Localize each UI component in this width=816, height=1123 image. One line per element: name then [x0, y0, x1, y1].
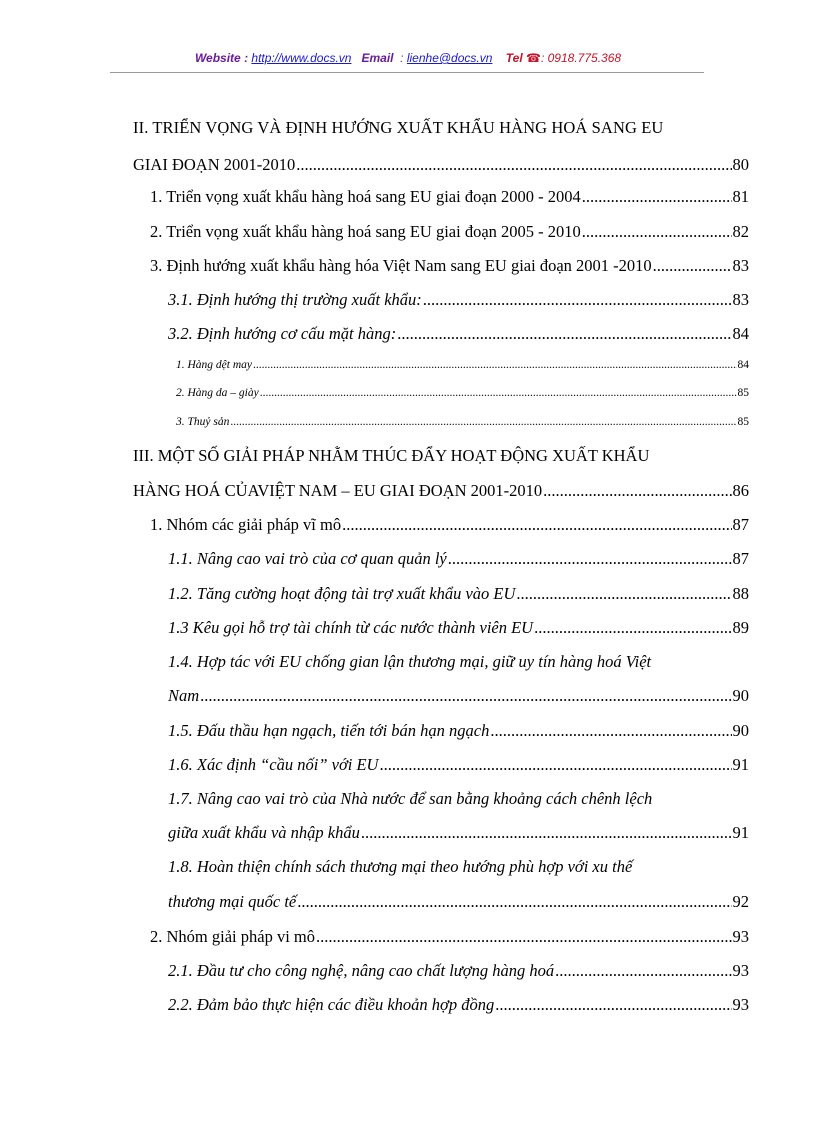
page-number: 85 [737, 387, 749, 399]
page-number: 84 [737, 359, 749, 371]
page-number: 93 [732, 961, 749, 980]
toc-item-3-1-7[interactable]: 1.7. Nâng cao vai trò của Nhà nước để san bằng khoảng cách chênh lệch [168, 789, 653, 808]
toc-section-2-title-cont[interactable]: GIAI ĐOẠN 2001-2010 ..... 80 [133, 155, 749, 175]
toc-item-2-3-2-3[interactable]: 3. Thuỷ sản ..... 85 [176, 416, 749, 428]
page-number: 89 [732, 618, 749, 637]
page-number: 87 [732, 515, 749, 534]
website-link[interactable]: http://www.docs.vn [251, 51, 352, 65]
page-number: 93 [732, 927, 749, 946]
toc-item-3-1[interactable]: 1. Nhóm các giải pháp vĩ mô ..... 87 [150, 515, 749, 535]
page-number: 81 [732, 187, 749, 206]
toc-item-3-2-2[interactable]: 2.2. Đảm bảo thực hiện các điều khoản hợp đồng ..... 93 [168, 995, 749, 1015]
email-link[interactable]: lienhe@docs.vn [406, 51, 493, 65]
email-separator: : [400, 51, 404, 65]
page-number: 83 [732, 290, 749, 309]
toc-item-3-1-2[interactable]: 1.2. Tăng cường hoạt động tài trợ xuất khẩu vào EU ..... 88 [168, 584, 749, 604]
toc-item-2-1[interactable]: 1. Triển vọng xuất khẩu hàng hoá sang EU giai đoạn 2000 - 2004 ..... 81 [150, 187, 749, 207]
page-number: 80 [732, 155, 749, 174]
page-number: 86 [732, 481, 749, 500]
phone-icon: ☎ [526, 51, 541, 65]
toc-item-2-3-2[interactable]: 3.2. Định hướng cơ cấu mặt hàng: ..... 84 [168, 324, 749, 344]
toc-item-3-1-7-cont[interactable]: giữa xuất khẩu và nhập khẩu ..... 91 [168, 823, 749, 843]
toc-section-3-title[interactable]: III. MỘT SỐ GIẢI PHÁP NHẰM THÚC ĐẨY HOẠT ĐỘNG XUẤT KHẨU [133, 446, 650, 465]
tel-label: Tel [505, 51, 523, 65]
toc-item-2-3-2-1[interactable]: 1. Hàng dệt may ..... 84 [176, 359, 749, 371]
page-number: 84 [732, 324, 749, 343]
page-number: 93 [732, 995, 749, 1014]
toc-item-2-3[interactable]: 3. Định hướng xuất khẩu hàng hóa Việt Nam sang EU giai đoạn 2001 -2010 ..... 83 [150, 256, 749, 276]
toc-item-3-1-3[interactable]: 1.3 Kêu gọi hỗ trợ tài chính từ các nước thành viên EU ..... 89 [168, 618, 749, 638]
page-number: 83 [732, 256, 749, 275]
website-label: Website : [194, 51, 249, 65]
page-number: 91 [732, 755, 749, 774]
page-number: 91 [732, 823, 749, 842]
page-number: 90 [732, 686, 749, 705]
toc-item-2-2[interactable]: 2. Triển vọng xuất khẩu hàng hoá sang EU giai đoạn 2005 - 2010 ..... 82 [150, 222, 749, 242]
toc-item-3-2-1[interactable]: 2.1. Đầu tư cho công nghệ, nâng cao chất lượng hàng hoá ..... 93 [168, 961, 749, 981]
toc-item-3-1-1[interactable]: 1.1. Nâng cao vai trò của cơ quan quản lý ..... 87 [168, 549, 749, 569]
toc-item-3-1-5[interactable]: 1.5. Đấu thầu hạn ngạch, tiến tới bán hạn ngạch ..... 90 [168, 721, 749, 741]
page-number: 90 [732, 721, 749, 740]
toc-item-3-1-8[interactable]: 1.8. Hoàn thiện chính sách thương mại theo hướng phù hợp với xu thế [168, 857, 633, 876]
toc-item-2-3-2-2[interactable]: 2. Hàng da – giày ..... 85 [176, 387, 749, 399]
page-number: 87 [732, 549, 749, 568]
page-number: 85 [737, 416, 749, 428]
page-number: 92 [732, 892, 749, 911]
toc-item-2-3-1[interactable]: 3.1. Định hướng thị trường xuất khẩu: ..... 83 [168, 290, 749, 310]
toc-section-3-title-cont[interactable]: HÀNG HOÁ CỦAVIỆT NAM – EU GIAI ĐOẠN 2001-2010 ..... 86 [133, 481, 749, 501]
toc-section-2-title[interactable]: II. TRIỂN VỌNG VÀ ĐỊNH HƯỚNG XUẤT KHẨU HÀNG HOÁ SANG EU [133, 118, 664, 137]
toc-item-3-1-6[interactable]: 1.6. Xác định “cầu nối” với EU ..... 91 [168, 755, 749, 775]
toc-item-3-2[interactable]: 2. Nhóm giải pháp vi mô ..... 93 [150, 927, 749, 947]
email-label: Email [361, 51, 394, 65]
toc-item-3-1-4[interactable]: 1.4. Hợp tác với EU chống gian lận thương mại, giữ uy tín hàng hoá Việt [168, 652, 652, 671]
toc-item-3-1-4-cont[interactable]: Nam ..... 90 [168, 686, 749, 706]
tel-number: : 0918.775.368 [540, 51, 622, 65]
page-number: 88 [732, 584, 749, 603]
toc-item-3-1-8-cont[interactable]: thương mại quốc tế ..... 92 [168, 892, 749, 912]
page-number: 82 [732, 222, 749, 241]
